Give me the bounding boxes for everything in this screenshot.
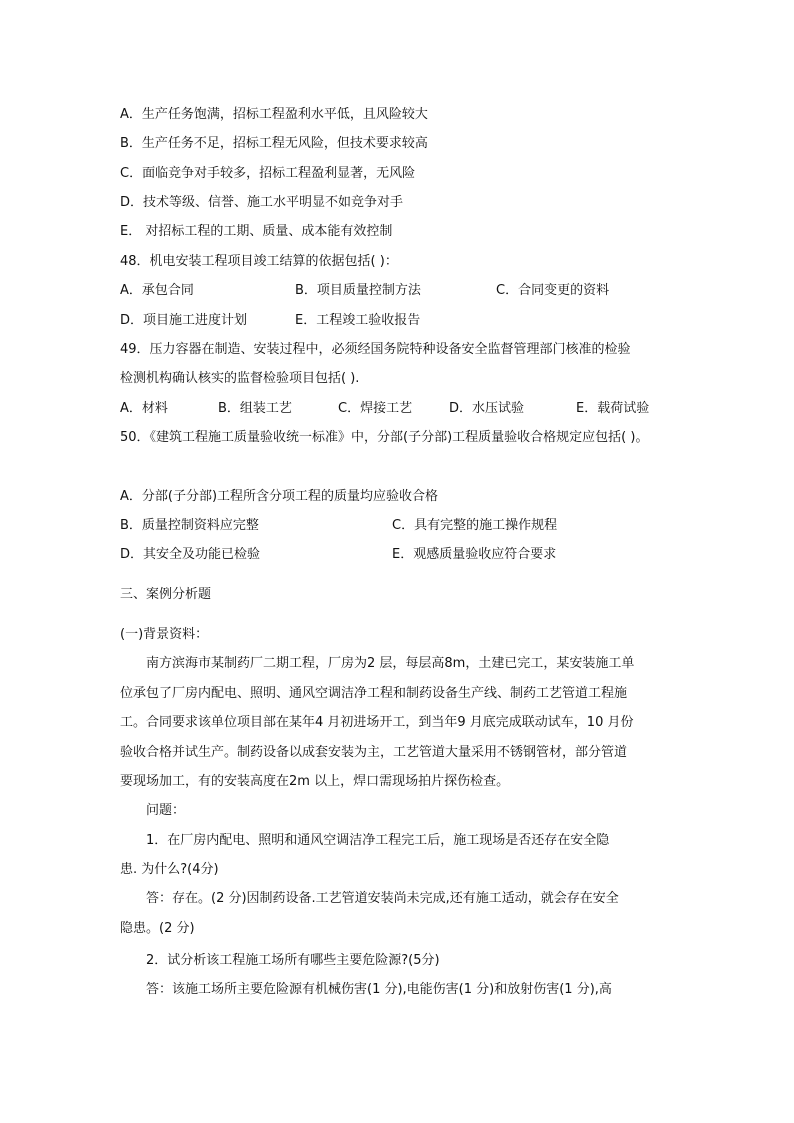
answer-1-line2: 隐患。(2 分): [120, 921, 195, 936]
background-line: 南方滨海市某制药厂二期工程，厂房为2 层，每层高8m，土建已完工，某安装施工单: [146, 656, 635, 671]
q50-option-b: B．质量控制资料应完整: [120, 518, 259, 533]
question-1-line2: 患. 为什么?(4分): [120, 862, 219, 877]
background-line: 验收合格并试生产。制药设备以成套安装为主，工艺管道大量采用不锈钢管材，部分管道: [120, 745, 628, 760]
q49-option-b: B．组装工艺: [218, 401, 292, 416]
question-1-line1: 1．在厂房内配电、照明和通风空调洁净工程完工后，施工现场是否还存在安全隐: [146, 833, 610, 848]
q48-option-b: B．项目质量控制方法: [295, 283, 421, 298]
q49-option-e: E．载荷试验: [576, 401, 650, 416]
q50-option-d: D．其安全及功能已检验: [120, 547, 261, 562]
q48-stem: 48．机电安装工程项目竣工结算的依据包括( )：: [120, 254, 398, 269]
section-title: 三、案例分析题: [120, 587, 212, 602]
background-line: 工。合同要求该单位项目部在某年4 月初进场开工，到当年9 月底完成联动试车，10 月份: [120, 715, 634, 730]
q47-option-a: A．生产任务饱满，招标工程盈利水平低，且风险较大: [120, 107, 428, 122]
q47-option-d: D．技术等级、信誉、施工水平明显不如竞争对手: [120, 195, 404, 210]
q50-option-a: A．分部(子分部)工程所含分项工程的质量均应验收合格: [120, 489, 439, 504]
background-line: 要现场加工，有的安装高度在2m 以上，焊口需现场拍片探伤检查。: [120, 774, 510, 789]
q47-option-c: C．面临竞争对手较多，招标工程盈利显著，无风险: [120, 166, 416, 181]
q49-stem-line1: 49．压力容器在制造、安装过程中，必须经国务院特种设备安全监督管理部门核准的检验: [120, 342, 631, 357]
q50-stem: 50．《建筑工程施工质量验收统一标准》中，分部(子分部)工程质量验收合格规定应包括( )。: [120, 430, 649, 445]
q49-option-d: D．水压试验: [449, 401, 525, 416]
q49-option-a: A．材料: [120, 401, 168, 416]
q48-option-d: D．项目施工进度计划: [120, 313, 248, 328]
answer-1-line1: 答：存在。(2 分)因制药设备.工艺管道安装尚未完成,还有施工适动，就会存在安全: [146, 891, 619, 906]
q49-stem-line2: 检测机构确认核实的监督检验项目包括( ).: [120, 371, 360, 386]
q49-option-c: C．焊接工艺: [338, 401, 413, 416]
case1-title: (一)背景资料：: [120, 627, 209, 642]
questions-label: 问题：: [146, 803, 186, 818]
q50-option-e: E．观感质量验收应符合要求: [392, 547, 557, 562]
q48-option-e: E．工程竣工验收报告: [295, 313, 421, 328]
q50-option-c: C．具有完整的施工操作规程: [392, 518, 558, 533]
q48-option-c: C．合同变更的资料: [496, 283, 610, 298]
q47-option-b: B．生产任务不足，招标工程无风险，但技术要求较高: [120, 136, 428, 151]
answer-2-line1: 答：该施工场所主要危险源有机械伤害(1 分),电能伤害(1 分)和放射伤害(1 分),高: [146, 982, 612, 997]
q48-option-a: A．承包合同: [120, 283, 194, 298]
question-2: 2．试分析该工程施工场所有哪些主要危险源?(5分): [146, 953, 440, 968]
q47-option-e: E． 对招标工程的工期、质量、成本能有效控制: [120, 224, 393, 239]
background-line: 位承包了厂房内配电、照明、通风空调洁净工程和制药设备生产线、制药工艺管道工程施: [120, 686, 628, 701]
